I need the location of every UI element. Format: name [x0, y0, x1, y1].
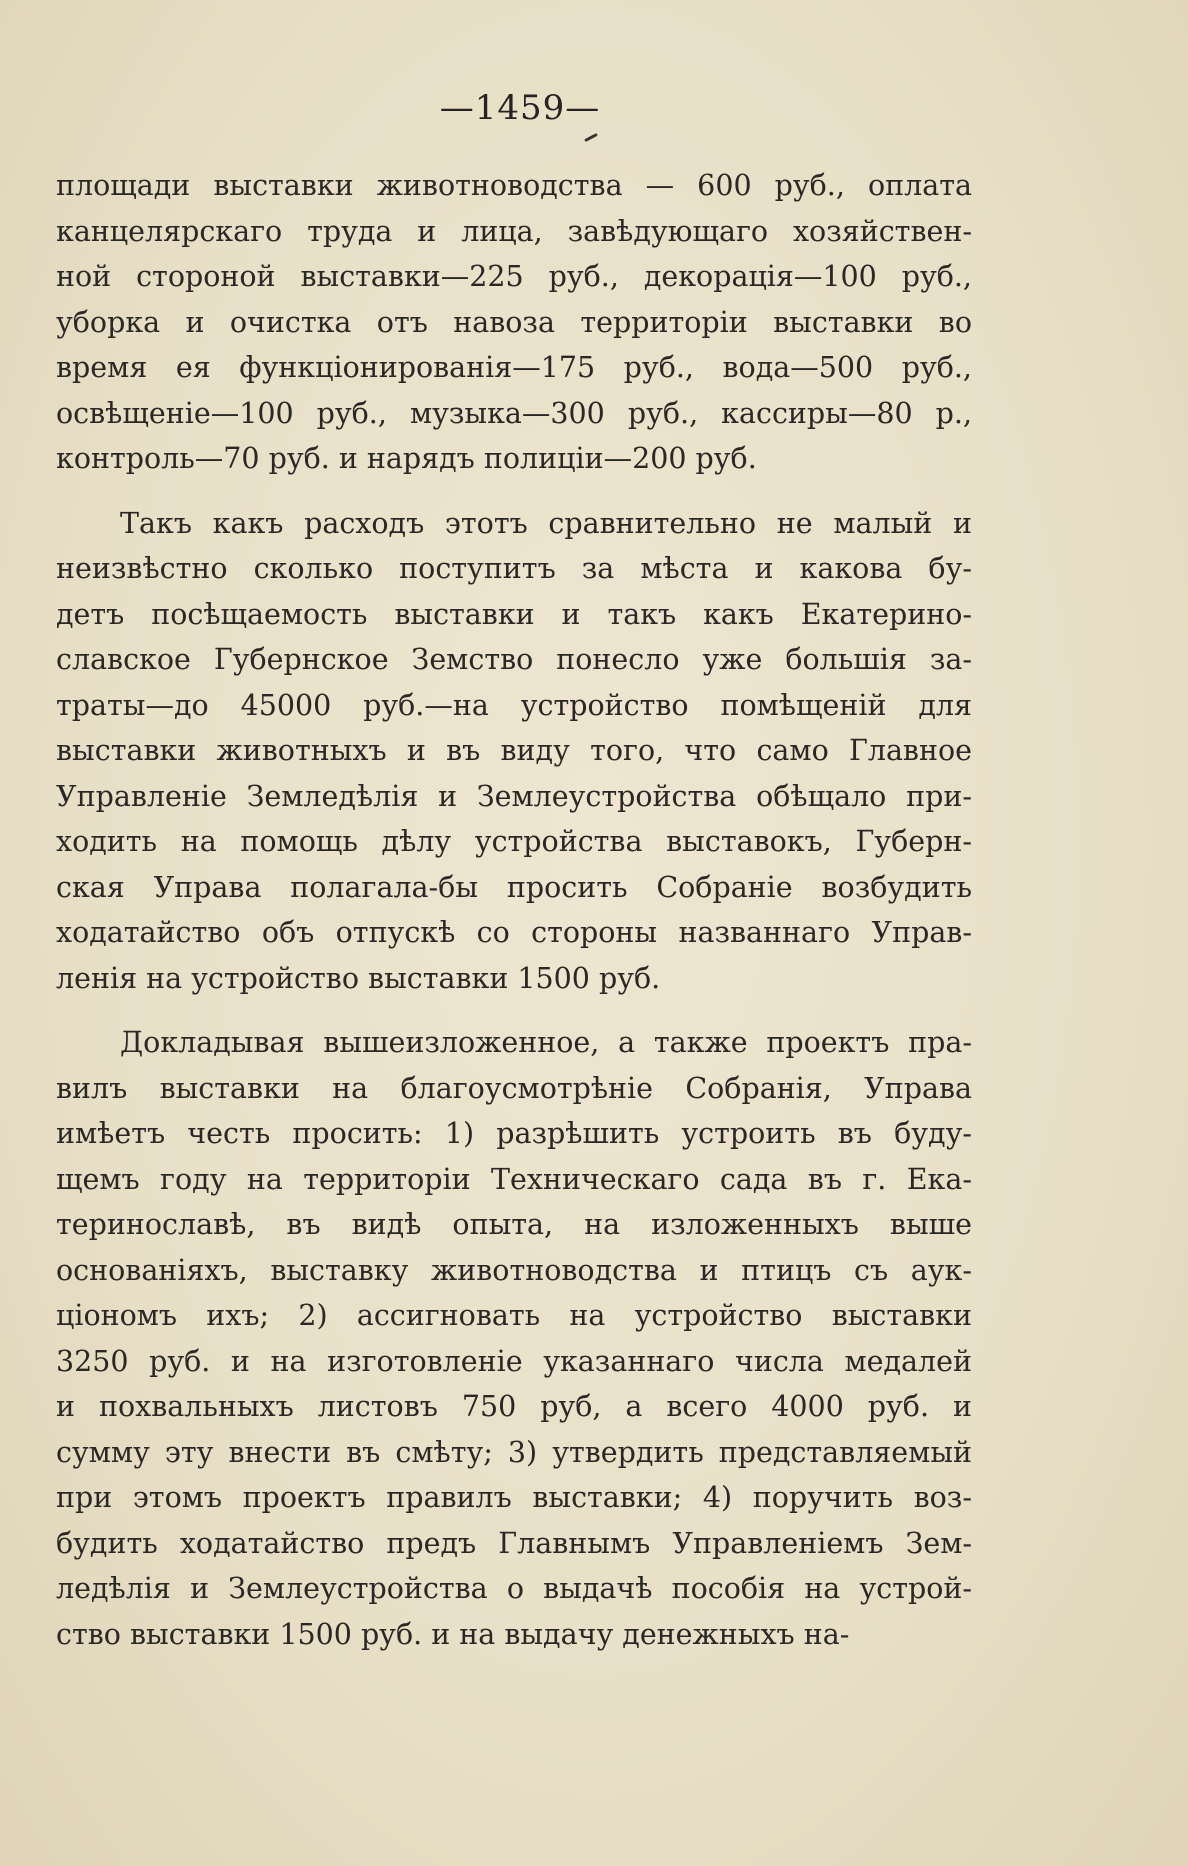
text-line: будить ходатайство предъ Главнымъ Управленіемъ Зем-: [56, 1526, 972, 1560]
body-text: [56, 163, 972, 1657]
text-line: детъ посѣщаемость выставки и такъ какъ Екатерино-: [56, 597, 972, 631]
text-line: траты—до 45000 руб.—на устройство помѣщеній для: [56, 688, 972, 722]
text-line: теринославѣ, въ видѣ опыта, на изложенныхъ выше: [56, 1208, 972, 1241]
text-line: ходатайство объ отпускѣ со стороны названнаго Управ-: [56, 916, 972, 949]
ink-mark: [584, 133, 598, 142]
text-line: славское Губернское Земство понесло уже большія за-: [56, 643, 972, 676]
text-line: ленія на устройство выставки 1500 руб.: [56, 961, 661, 995]
text-line: площади выставки животноводства — 600 руб., оплата: [56, 169, 972, 202]
text-line: имѣетъ честь просить: 1) разрѣшить устроить въ буду-: [56, 1117, 972, 1150]
text-line: неизвѣстно сколько поступитъ за мѣста и какова бу-: [56, 552, 972, 585]
paragraph: [56, 163, 972, 482]
text-line: контроль—70 руб. и нарядъ полиціи—200 руб.: [56, 442, 757, 475]
page-number: —1459—: [439, 88, 601, 128]
text-line: время ея функціонированія—175 руб., вода—500 руб.,: [56, 351, 972, 384]
text-line: освѣщеніе—100 руб., музыка—300 руб., кассиры—80 р.,: [56, 396, 972, 430]
text-line: 3250 руб. и на изготовленіе указаннаго числа медалей: [56, 1344, 972, 1378]
text-line: ледѣлія и Землеустройства о выдачѣ пособія на устрой-: [56, 1572, 972, 1605]
text-line: вилъ выставки на благоусмотрѣніе Собранія, Управа: [56, 1071, 972, 1105]
text-line: Докладывая вышеизложенное, а также проектъ пра-: [120, 1026, 972, 1059]
text-line: Такъ какъ расходъ этотъ сравнительно не малый и: [120, 506, 972, 540]
paragraph: [56, 1020, 972, 1657]
text-line: ство выставки 1500 руб. и на выдачу денежныхъ на-: [56, 1617, 850, 1651]
text-line: ціономъ ихъ; 2) ассигновать на устройство выставки: [56, 1299, 972, 1332]
paragraph: [56, 501, 972, 1002]
text-line: канцелярскаго труда и лица, завѣдующаго хозяйствен-: [56, 214, 972, 248]
text-line: основаніяхъ, выставку животноводства и птицъ съ аук-: [56, 1253, 972, 1287]
text-line: уборка и очистка отъ навоза территоріи выставки во: [56, 305, 972, 339]
text-line: и похвальныхъ листовъ 750 руб, а всего 4000 руб. и: [56, 1390, 972, 1423]
text-line: ская Управа полагала-бы просить Собраніе возбудить: [56, 870, 972, 904]
text-line: Управленіе Земледѣлія и Землеустройства обѣщало при-: [56, 779, 972, 813]
text-line: сумму эту внести въ смѣту; 3) утвердить представляемый: [56, 1435, 972, 1469]
text-line: выставки животныхъ и въ виду того, что само Главное: [56, 734, 972, 767]
text-line: ходить на помощь дѣлу устройства выставокъ, Губерн-: [56, 825, 972, 858]
text-line: ной стороной выставки—225 руб., декорація—100 руб.,: [56, 260, 972, 293]
text-line: щемъ году на территоріи Техническаго сада въ г. Ека-: [56, 1162, 972, 1196]
text-line: при этомъ проектъ правилъ выставки; 4) поручить воз-: [56, 1481, 972, 1514]
